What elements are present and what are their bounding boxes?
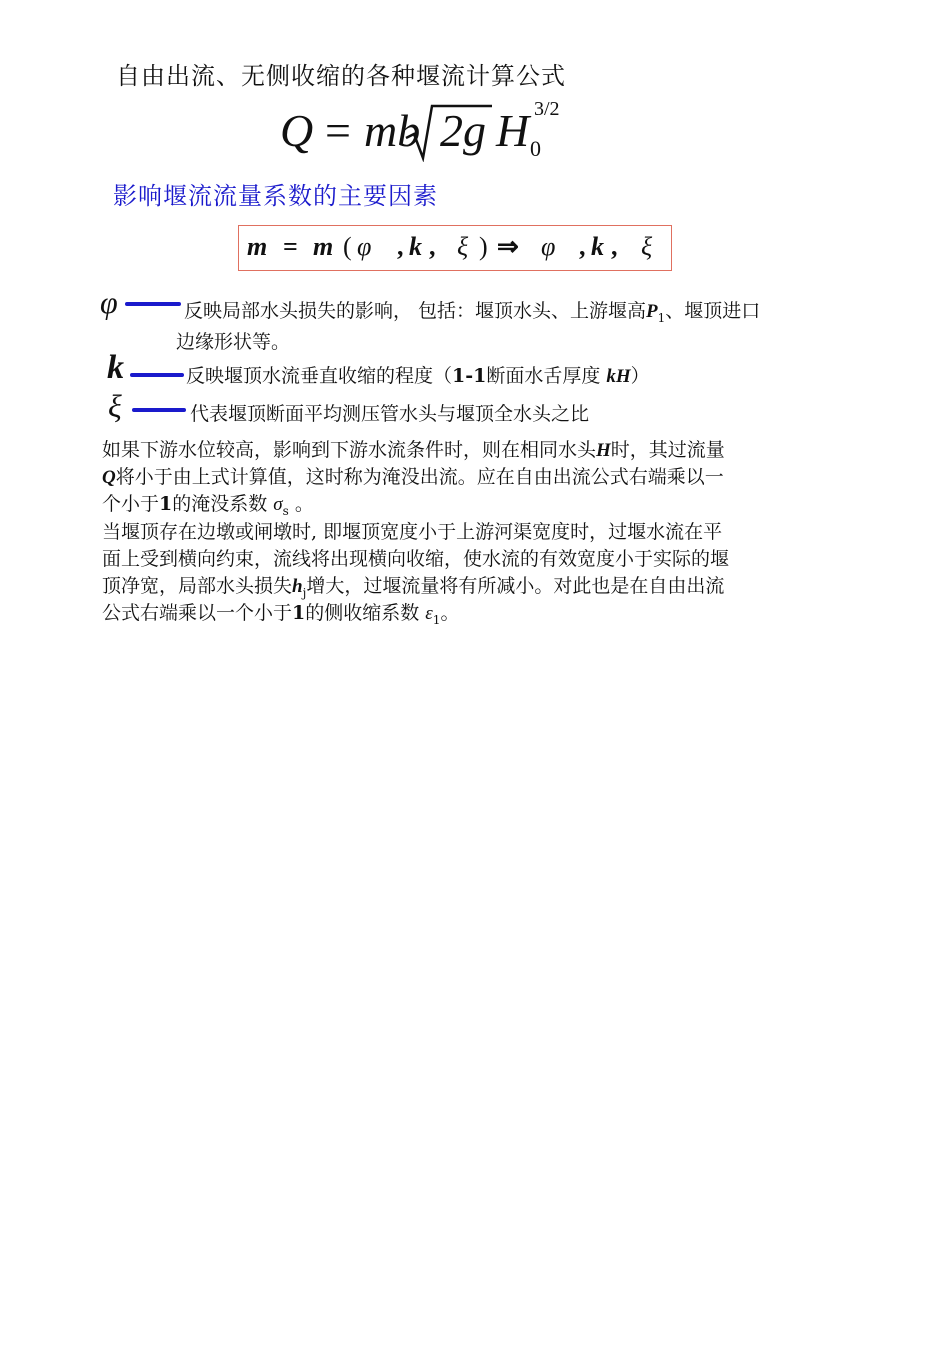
k-text-a: 反映堰顶水流垂直收缩的程度（	[186, 365, 453, 387]
para2-l4-c: 。	[440, 602, 460, 624]
formula-head: H	[496, 105, 530, 156]
coefficient-function-box	[238, 225, 672, 271]
para1-l2-a: 将小于由上式计算值，这时称为淹没出流。应在自由出流公式右端乘以一	[115, 466, 724, 488]
para2-line2: 面上受到横向约束，流线将出现横向收缩，使水流的有效宽度小于实际的堰	[102, 548, 730, 570]
box-xi: ξ	[457, 232, 469, 261]
xi-bar-icon	[132, 408, 186, 412]
phi-symbol: φ	[100, 284, 118, 320]
box-k2: k	[591, 232, 604, 261]
formula-radicand: 2g	[440, 105, 486, 156]
lateral-contraction-paragraph	[102, 519, 862, 629]
para2-l4-a: 公式右端乘以一个小于	[102, 602, 293, 624]
box-open-paren: (	[343, 232, 352, 261]
formula-exponent: 3/2	[534, 98, 560, 120]
para2-l3-a: 顶净宽，局部水头损失	[102, 575, 293, 597]
xi-symbol: ξ	[108, 388, 122, 424]
box-k: k	[409, 232, 422, 261]
para1-l3-b: 的淹没系数	[172, 493, 274, 515]
phi-text-b: 、堰顶进口	[665, 300, 761, 322]
box-m: m	[247, 232, 268, 261]
submerged-flow-paragraph	[102, 437, 862, 521]
phi-bar-icon	[125, 302, 181, 306]
phi-description-line2: 边缘形状等。	[176, 331, 291, 353]
box-implies: ⇒	[497, 232, 519, 261]
box-comma3: ,	[579, 232, 586, 261]
para2-line4	[102, 600, 459, 633]
box-xi2: ξ	[641, 232, 653, 261]
phi-text-a: 反映局部水头损失的影响， 包括：堰顶水头、上游堰高	[184, 300, 647, 322]
para1-l3-a: 个小于	[102, 493, 160, 515]
para1-l1-b: 时，其过流量	[610, 439, 725, 461]
para1-var-q: Q	[102, 467, 116, 488]
phi-description	[184, 296, 760, 325]
para1-var-h: H	[596, 440, 611, 461]
formula-lhs: Q	[280, 105, 314, 156]
weir-flow-formula	[280, 100, 580, 162]
formula-head-sub: 0	[530, 136, 541, 161]
box-close-paren: )	[479, 232, 488, 261]
box-phi2: φ	[541, 232, 556, 261]
box-comma2: ,	[429, 232, 436, 261]
formula-coeffs: mb	[364, 105, 421, 156]
para1-l3-c: 。	[288, 493, 314, 515]
para1-l1-a: 如果下游水位较高，影响到下游水流条件时，则在相同水头	[102, 439, 597, 461]
sigma-sub: s	[282, 503, 289, 518]
phi-var: P	[646, 301, 658, 322]
epsilon-sub: 1	[432, 612, 441, 627]
para2-l4-b: 的侧收缩系数	[305, 602, 426, 624]
para1-line1	[102, 437, 725, 465]
epsilon-symbol: ε	[425, 603, 433, 624]
box-m2: m	[313, 232, 334, 261]
para2-var-h: h	[292, 576, 303, 597]
formula-equals: =	[325, 105, 351, 156]
para2-l4-num: 1	[292, 602, 306, 624]
box-equals: =	[283, 232, 298, 261]
k-text-b: 断面水舌厚度	[486, 365, 607, 387]
box-comma4: ,	[611, 232, 618, 261]
k-bar-icon	[130, 373, 184, 377]
para2-var-h-sub: j	[302, 585, 307, 600]
sigma-symbol: σ	[273, 494, 283, 515]
k-description	[186, 361, 650, 388]
xi-description: 代表堰顶断面平均测压管水头与堰顶全水头之比	[190, 403, 590, 425]
k-symbol: k	[107, 349, 124, 386]
box-comma1: ,	[397, 232, 404, 261]
section-heading: 影响堰流流量系数的主要因素	[113, 182, 438, 210]
phi-var-sub: 1	[657, 310, 666, 325]
k-var: kH	[606, 366, 631, 387]
para2-l3-b: 增大，过堰流量将有所减小。对此也是在自由出流	[306, 575, 725, 597]
k-bold-a: 1-1	[452, 365, 487, 387]
para1-line2	[102, 464, 724, 492]
page-title: 自由出流、无侧收缩的各种堰流计算公式	[116, 62, 566, 90]
para2-line1: 当堰顶存在边墩或闸墩时, 即堰顶宽度小于上游河渠宽度时，过堰水流在平	[102, 521, 723, 543]
para1-l3-num: 1	[159, 493, 173, 515]
k-text-c: ）	[630, 365, 650, 387]
box-phi: φ	[357, 232, 372, 261]
